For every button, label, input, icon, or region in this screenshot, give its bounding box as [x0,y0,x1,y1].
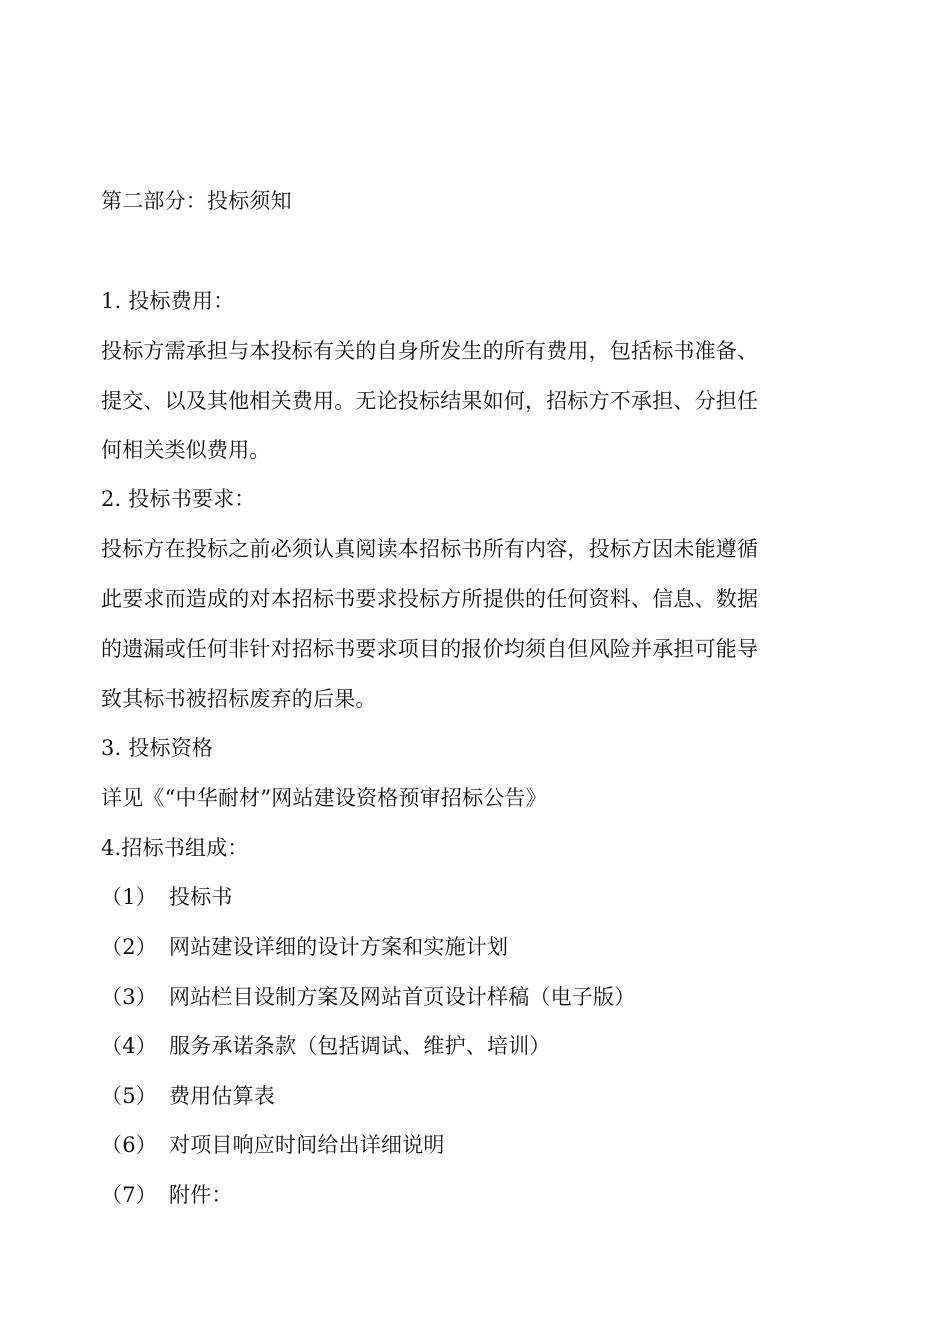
list-text: 费用估算表 [169,1084,275,1108]
heading-qualification: 3. 投标资格 [101,736,214,760]
paragraph-line: 投标方在投标之前必须认真阅读本招标书所有内容，投标方因未能遵循 [101,537,759,561]
paragraph-line: 提交、以及其他相关费用。无论投标结果如何，招标方不承担、分担任 [101,389,759,413]
paragraph-line: 的遗漏或任何非针对招标书要求项目的报价均须自但风险并承担可能导 [101,637,759,661]
paragraph-line: 此要求而造成的对本招标书要求投标方所提供的任何资料、信息、数据 [101,587,759,611]
list-item [101,932,821,962]
list-text: 网站建设详细的设计方案和实施计划 [169,935,509,959]
section-title: 第二部分：投标须知 [101,189,292,213]
list-item [101,1130,821,1160]
list-number: （5） [101,1084,157,1108]
list-number: （3） [101,985,157,1009]
list-number: （2） [101,935,157,959]
paragraph-line: 详见《“中华耐材”网站建设资格预审招标公告》 [101,786,547,810]
list-item [101,1031,821,1061]
heading-bid-composition: 4.招标书组成： [101,836,249,860]
list-number: （1） [101,885,157,909]
list-number: （4） [101,1034,157,1058]
heading-bid-requirements: 2. 投标书要求： [101,487,256,511]
list-text: 对项目响应时间给出详细说明 [169,1133,445,1157]
paragraph-line: 致其标书被招标废弃的后果。 [101,687,377,711]
list-number: （6） [101,1133,157,1157]
paragraph-line: 何相关类似费用。 [101,438,271,462]
heading-bidding-costs: 1. 投标费用： [101,289,235,313]
list-item [101,1081,821,1111]
paragraph-line: 投标方需承担与本投标有关的自身所发生的所有费用，包括标书准备、 [101,339,759,363]
list-number: （7） [101,1183,157,1207]
list-item [101,982,821,1012]
list-text: 投标书 [169,885,233,909]
list-text: 附件： [169,1183,233,1207]
list-text: 网站栏目设制方案及网站首页设计样稿（电子版） [169,985,636,1009]
list-text: 服务承诺条款（包括调试、维护、培训） [169,1034,551,1058]
list-item [101,882,821,912]
list-item [101,1180,821,1210]
